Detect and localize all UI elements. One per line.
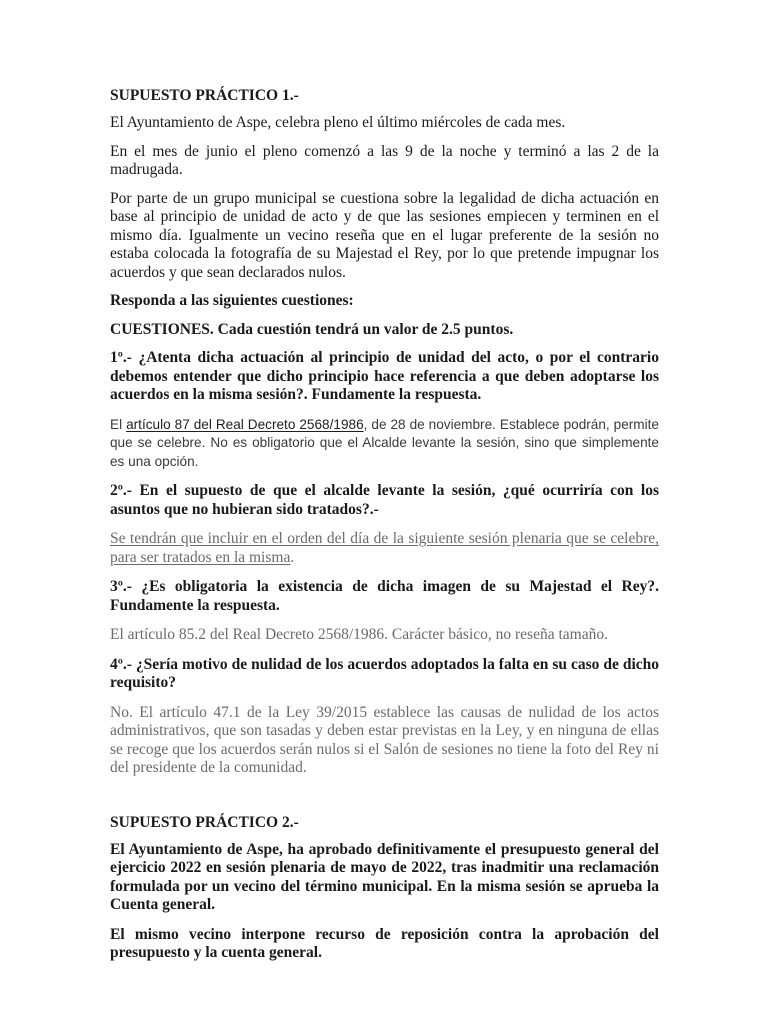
s2-paragraph-2: El mismo vecino interpone recurso de reposición contra la aprobación del presupuesto y la cuenta general. xyxy=(110,925,659,961)
answer-2 xyxy=(110,530,659,567)
s1-respond-instruction: Responda a las siguientes cuestiones: xyxy=(110,292,354,309)
answer-1 xyxy=(110,416,659,472)
s1-paragraph-2: En el mes de junio el pleno comenzó a las 9 de la noche y terminó a las 2 de la madrugada. xyxy=(110,142,659,178)
question-2: 2º.- En el supuesto de que el alcalde levante la sesión, ¿qué ocurriría con los asuntos que no hubieran sido tratados?.- xyxy=(110,482,659,518)
answer-3: El artículo 85.2 del Real Decreto 2568/1986. Carácter básico, no reseña tamaño. xyxy=(110,626,608,643)
section-1-title: SUPUESTO PRÁCTICO 1.- xyxy=(110,87,299,104)
section-2-title: SUPUESTO PRÁCTICO 2.- xyxy=(110,813,299,831)
s1-cuestiones-heading: CUESTIONES. Cada cuestión tendrá un valor de 2.5 puntos. xyxy=(110,320,514,338)
answer-2-end: . xyxy=(290,548,295,566)
answer-2-underlined: Se tendrán que incluir en el orden del día de la siguiente sesión plenaria que se celebre, para ser tratados en la misma xyxy=(110,530,659,566)
answer-1-prefix: El xyxy=(110,416,127,432)
answer-1-rest: , de 28 de noviembre. Establece podrán, permite que se celebre. No es obligatorio que el Alcalde levante la sesión, sino que simplemente es una opción. xyxy=(110,416,659,469)
question-1: 1º.- ¿Atenta dicha actuación al principio de unidad del acto, o por el contrario debemos entender que dicho principio hace referencia a que deben adoptarse los acuerdos en la misma sesión?. Fundamente la respuesta. xyxy=(110,349,659,403)
s2-paragraph-1: El Ayuntamiento de Aspe, ha aprobado definitivamente el presupuesto general del ejercicio 2022 en sesión plenaria de mayo de 2022, tras inadmitir una reclamación formulada por un vecino del término municipal. En la misma sesión se aprueba la Cuenta general. xyxy=(110,840,659,913)
question-3: 3º.- ¿Es obligatoria la existencia de dicha imagen de su Majestad el Rey?. Fundamente la respuesta. xyxy=(110,578,659,614)
section-spacer xyxy=(110,789,659,813)
s1-paragraph-3: Por parte de un grupo municipal se cuestiona sobre la legalidad de dicha actuación en base al principio de unidad de acto y de que las sesiones empiecen y terminen en el mismo día. Igualmente un vecino reseña que en el lugar preferente de la sesión no estaba colocada la fotografía de su Majestad el Rey, por lo que pretende impugnar los acuerdos y que sean declarados nulos. xyxy=(110,189,659,281)
question-4: 4º.- ¿Sería motivo de nulidad de los acuerdos adoptados la falta en su caso de dicho requisito? xyxy=(110,655,659,691)
answer-4: No. El artículo 47.1 de la Ley 39/2015 establece las causas de nulidad de los actos administrativos, que son tasadas y deben estar previstas en la Ley, y en ninguna de ellas se recoge que los acuerdos serán nulos si el Salón de sesiones no tiene la foto del Rey ni del presidente de la comunidad. xyxy=(110,703,659,776)
article-87-link[interactable]: artículo 87 del Real Decreto 2568/1986 xyxy=(126,416,364,432)
s1-paragraph-1: El Ayuntamiento de Aspe, celebra pleno el último miércoles de cada mes. xyxy=(110,114,566,131)
